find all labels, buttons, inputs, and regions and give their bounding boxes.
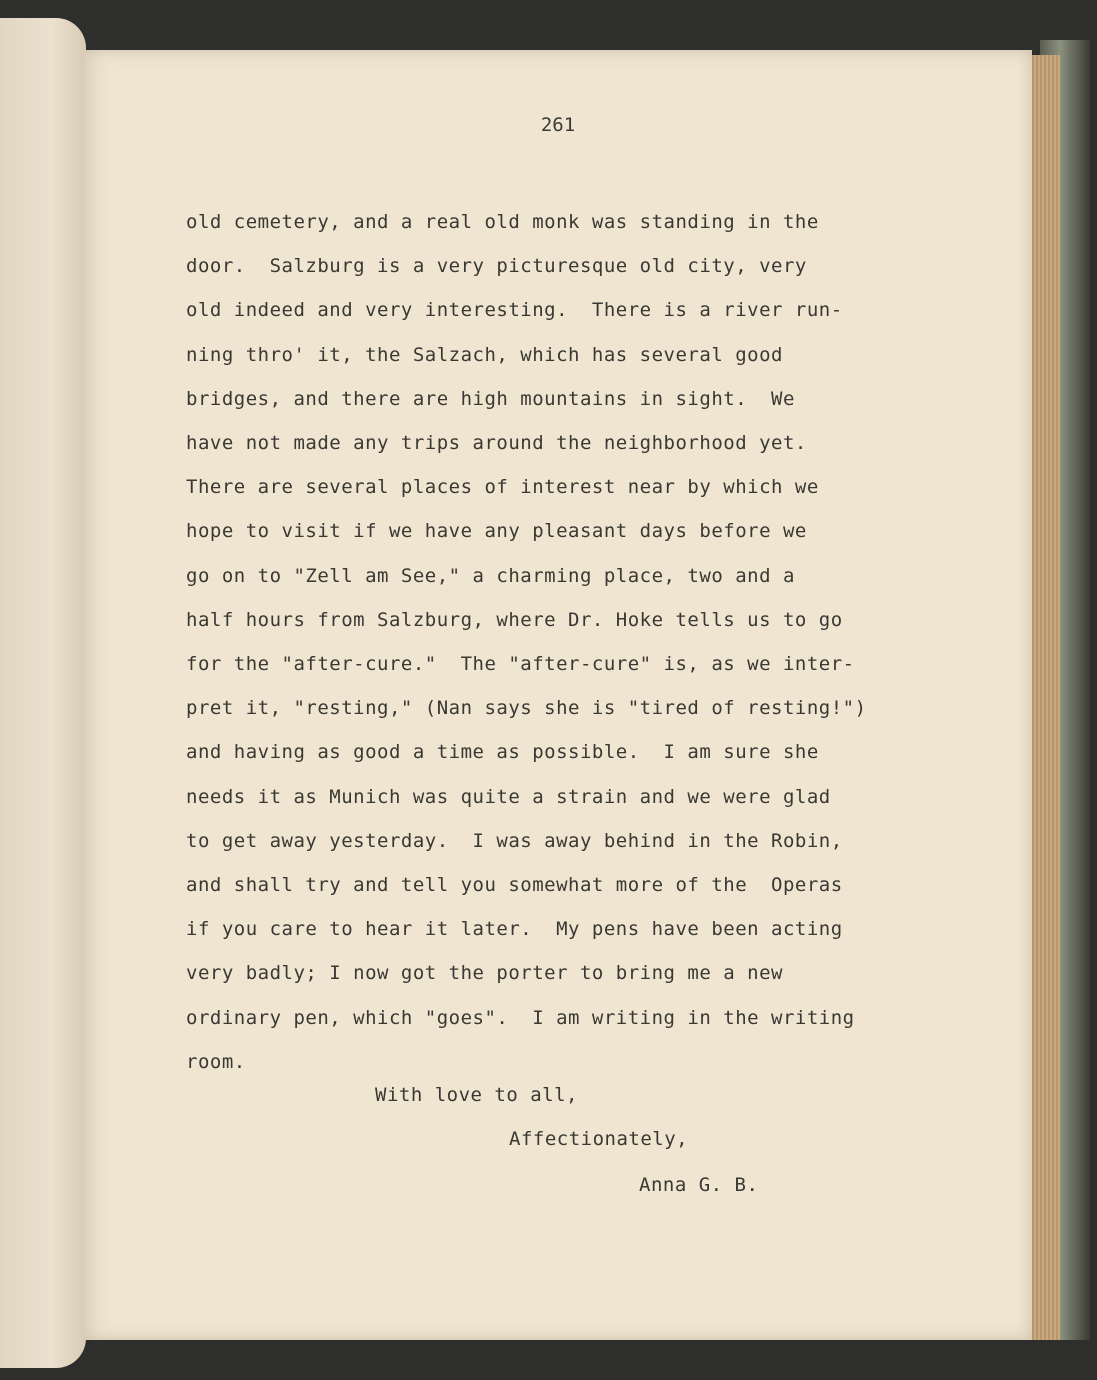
text-line: to get away yesterday. I was away behind in the Robin, — [186, 829, 843, 852]
text-line: and having as good a time as possible. I am sure she — [186, 741, 819, 764]
letter-page — [84, 50, 1032, 1340]
facing-page — [0, 18, 86, 1368]
text-line: needs it as Munich was quite a strain and we were glad — [186, 785, 831, 808]
text-line: ning thro' it, the Salzach, which has several good — [186, 343, 783, 366]
letter-body — [186, 200, 867, 1084]
text-line: go on to "Zell am See," a charming place, two and a — [186, 564, 795, 587]
sign-off: Affectionately, — [509, 1128, 689, 1150]
text-line: and shall try and tell you somewhat more of the Operas — [186, 874, 843, 897]
text-line: old cemetery, and a real old monk was standing in the — [186, 211, 819, 233]
salutation: With love to all, — [375, 1084, 578, 1106]
text-line: very badly; I now got the porter to bring me a new — [186, 962, 783, 985]
text-line: There are several places of interest near by which we — [186, 476, 819, 499]
text-line: bridges, and there are high mountains in sight. We — [186, 387, 795, 410]
text-line: for the "after-cure." The "after-cure" is, as we inter- — [186, 653, 855, 676]
text-line: old indeed and very interesting. There is a river run- — [186, 299, 843, 322]
text-line: if you care to hear it later. My pens have been acting — [186, 918, 843, 941]
text-line: door. Salzburg is a very picturesque old city, very — [186, 255, 807, 278]
page-number: 261 — [540, 114, 576, 136]
text-line: ordinary pen, which "goes". I am writing in the writing — [186, 1006, 855, 1029]
text-line: have not made any trips around the neighborhood yet. — [186, 432, 807, 455]
text-line: room. — [186, 1050, 246, 1073]
text-line: half hours from Salzburg, where Dr. Hoke tells us to go — [186, 608, 843, 631]
signature: Anna G. B. — [639, 1174, 759, 1196]
text-line: hope to visit if we have any pleasant days before we — [186, 520, 807, 543]
text-line: pret it, "resting," (Nan says she is "tired of resting!") — [186, 697, 867, 720]
